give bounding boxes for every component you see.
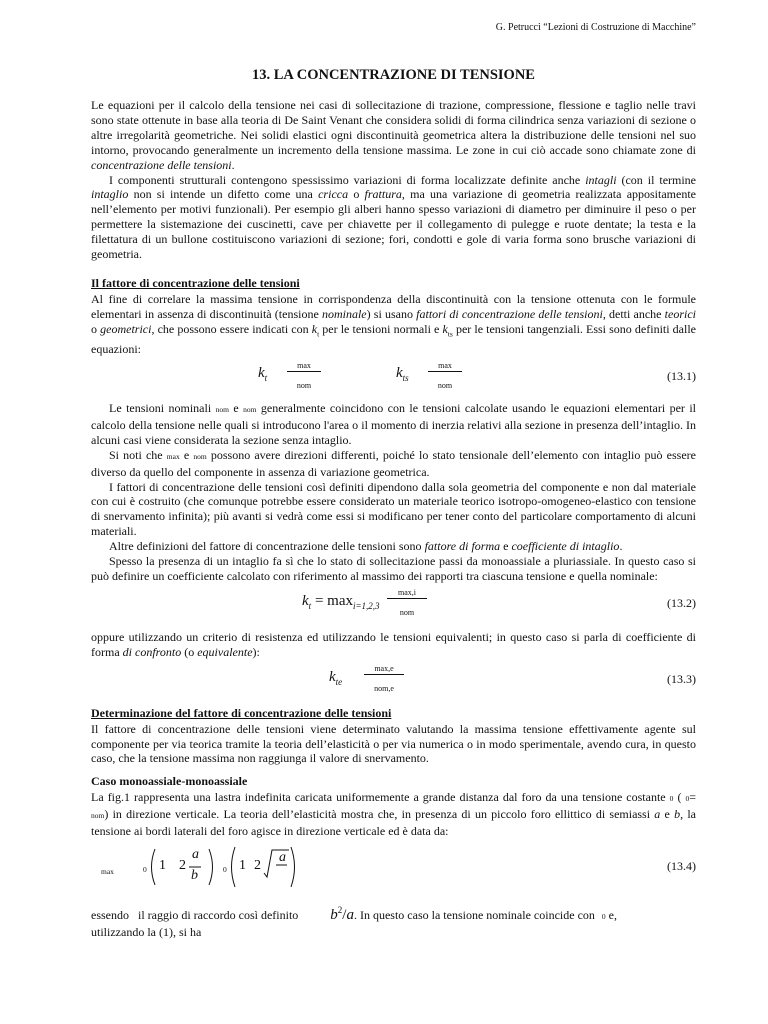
section2-paragraph-1: Il fattore di concentrazione delle tensioni viene determinato valutando la massima tensione effettivamente agente sul componente per via teorica tramite la teoria dell’elasticità o per via numerica o in modo sperimentale, avendo cura, in questo caso, che la tensione massima non raggiunga il valore di snervamento.	[91, 721, 696, 766]
equation-13-2	[91, 584, 696, 630]
text: ):	[252, 644, 260, 659]
text: per le tensioni normali e	[319, 321, 443, 336]
text: (con il termine	[616, 172, 697, 187]
page	[91, 22, 696, 940]
section1-paragraph-3	[91, 448, 696, 480]
section-heading-determination: Determinazione del fattore di concentrazione delle tensioni	[91, 705, 392, 720]
radius-formula: $b^2/a$	[330, 905, 354, 924]
emphasis: frattura	[364, 187, 402, 202]
equation-number: (13.2)	[667, 595, 696, 610]
two: 2	[254, 858, 261, 874]
fraction: max,e nom,e	[364, 664, 404, 693]
intro-paragraph-2	[91, 173, 696, 262]
section-heading-monoaxial: Caso monoassiale-monoassiale	[91, 774, 248, 789]
text: per le tensioni tangenziali. Essi sono definiti dalle equazioni:	[91, 321, 697, 357]
nom-subscript: nom	[91, 811, 105, 821]
text: La fig.1 rappresenta una lastra indefinita caricata uniformemente a grande distanza dal foro da una tensione costante	[91, 790, 670, 805]
nom-subscript: nom	[193, 451, 207, 461]
equation-13-4	[91, 839, 696, 903]
section1-paragraph-2	[91, 401, 696, 448]
text: possono avere direzioni differenti, poiché lo stato tensionale dell’elemento con intaglio può essere diverso da quello del componente in assenza di variazione geometrica.	[91, 447, 696, 479]
text: e	[660, 807, 675, 822]
emphasis: fattori di concentrazione delle tensioni	[416, 306, 603, 321]
section1-paragraph-7	[91, 630, 696, 660]
text: (o	[181, 644, 198, 659]
semi-axis-b: b	[674, 807, 681, 822]
text: Si noti che	[109, 447, 167, 462]
fraction: max nom	[287, 361, 321, 390]
section3-paragraph-3: utilizzando la (1), si ha	[91, 925, 202, 940]
emphasis: fattore di forma	[424, 539, 501, 554]
text: Al fine di correlare la massima tensione in corrispondenza della discontinuità con la tensione ottenuta con le formule elementari in assenza di discontinuità (tensione	[91, 291, 696, 321]
sigma0-subscript: 0	[143, 865, 147, 875]
kts-symbol: $k_{ts}$	[396, 364, 409, 383]
section3-paragraph-1	[91, 790, 696, 839]
sigma0-subscript: 0	[223, 865, 227, 875]
text: non si intende un difetto come una	[128, 187, 319, 202]
text: .	[231, 157, 235, 172]
text: o	[91, 321, 101, 336]
emphasis: cricca	[318, 187, 349, 202]
text: , ma una variazione di geometria realizzata appositamente nell’elemento per motivi funzionali). Per esempio gli alberi hanno spesso variazioni di diametro per diminuire il peso o per permettere la sistemazione dei cuscinetti, cave per chiavette per il collegamento di pulegge e ruote dentate; la testa e la filettatura di un bullone costituiscono variazioni di sezione; fori, condotti e gole di varia forma sono brusche variazioni di geometria.	[91, 187, 696, 262]
equation-13-3	[91, 660, 696, 700]
text: =	[689, 790, 696, 805]
sigma0-subscript: 0	[669, 794, 674, 804]
equation-number: (13.3)	[667, 671, 696, 686]
kt-symbol: $k_t$	[258, 364, 268, 383]
text: essendo	[91, 908, 132, 923]
text: I componenti strutturali contengono spessissimo variazioni di forma localizzate definite anche	[109, 172, 586, 187]
text: Altre definizioni del fattore di concentrazione delle tensioni sono	[109, 539, 425, 554]
semi-axis-b: b	[191, 868, 198, 884]
subscript: ts	[447, 329, 453, 339]
emphasis: nominale	[321, 306, 367, 321]
text: .	[619, 539, 623, 554]
kts-symbol: k	[442, 321, 448, 336]
emphasis: di confronto	[122, 644, 182, 659]
sigma0-subscript: 0	[685, 794, 690, 804]
text: oppure utilizzando un criterio di resistenza ed utilizzando le tensioni equivalenti; in questo caso si parla di coefficiente di forma	[91, 629, 696, 659]
text: Le tensioni nominali	[109, 400, 216, 415]
max-subscript: max	[166, 451, 180, 461]
nom-subscript: nom	[243, 404, 257, 414]
intro-paragraph-1	[91, 98, 696, 173]
kte-symbol: $k_{te}$	[329, 668, 343, 687]
two: 2	[179, 858, 186, 874]
text: , la tensione ai bordi laterali del foro agisce in direzione verticale ed è data da:	[91, 807, 696, 839]
text: ) in direzione verticale. La teoria dell’elasticità mostra che, in presenza di un piccolo foro ellittico di semiassi	[104, 807, 655, 822]
text: e	[228, 400, 244, 415]
emphasis: intagli	[585, 172, 617, 187]
text: (	[673, 790, 686, 805]
nom-subscript: nom	[215, 404, 229, 414]
text: e	[179, 447, 194, 462]
subscript: t	[317, 329, 320, 339]
text: , che possono essere indicati con	[151, 321, 312, 336]
text: ) si usano	[366, 306, 417, 321]
one: 1	[159, 858, 166, 874]
emphasis: concentrazione delle tensioni	[91, 157, 232, 172]
one: 1	[239, 858, 246, 874]
section-heading-factor: Il fattore di concentrazione delle tensioni	[91, 275, 300, 290]
sigma0-subscript: 0	[601, 912, 606, 922]
fraction: max nom	[428, 361, 462, 390]
emphasis: teorici	[664, 306, 696, 321]
text: Le equazioni per il calcolo della tensione nei casi di sollecitazione di trazione, compressione, flessione e taglio nelle travi sono state ottenute in base alla teoria di De Saint Venant che considera solidi di forma cilindrica senza variazioni di sezione o altre irregolarità geometriche. Nei solidi elastici ogni discontinuità geometrica altera la distribuzione delle tensioni nel suo intorno, provocando generalmente un incremento della tensione massima. Le zone in cui ciò accade sono chiamate zone di	[91, 98, 696, 157]
chapter-title: 13. LA CONCENTRAZIONE DI TENSIONE	[252, 67, 535, 83]
emphasis: geometrici	[100, 321, 152, 336]
section1-paragraph-1	[91, 292, 696, 357]
emphasis: intaglio	[91, 187, 129, 202]
equation-number: (13.4)	[667, 859, 696, 874]
semi-axis-a: a	[192, 847, 199, 863]
text: e	[500, 539, 512, 554]
text: , detti anche	[602, 306, 665, 321]
text: il raggio di raccordo così definito	[138, 908, 299, 923]
text: generalmente coincidono con le tensioni calcolate usando le equazioni elementari per il calcolo della tensione nelle quali si introducono l'area o il momento di inerzia relativi alla sezione in presenza dell’intaglio. In alcuni casi viene considerata la sezione senza intaglio.	[91, 400, 697, 447]
emphasis: equivalente	[197, 644, 253, 659]
section1-paragraph-6: Spesso la presenza di un intaglio fa sì che lo stato di sollecitazione passi da monoassiale a pluriassiale. In questo caso si può definire un coefficiente calcolato con riferimento al massimo dei rapporti tra ciascuna tensione e quella nominale:	[91, 554, 696, 583]
max-subscript: max	[101, 867, 114, 877]
text: . In questo caso la tensione nominale coincide con	[353, 908, 598, 923]
text: e,	[605, 908, 617, 923]
semi-axis-a: a	[279, 850, 286, 866]
emphasis: coefficiente di intaglio	[511, 539, 620, 554]
section1-paragraph-4: I fattori di concentrazione delle tensioni così definiti dipendono dalla sola geometria del componente e non dal materiale con cui è costruito (che comunque potrebbe essere considerato un materiale teorico isotropo-omogeneo-elastico con tensione di snervamento infinita); più avanti si vedrà come essi si modificano per tener conto del particolare comportamento di alcuni materiali.	[91, 479, 696, 539]
kt-max-expression: $k_t = \max_{i=1,2,3}$	[302, 592, 380, 611]
running-header: G. Petrucci “Lezioni di Costruzione di Macchine”	[495, 22, 696, 33]
kt-symbol: k	[311, 321, 318, 336]
section3-paragraph-2	[91, 903, 696, 925]
text: o	[348, 187, 365, 202]
fraction: max,i nom	[387, 588, 427, 617]
equation-13-1	[91, 357, 696, 401]
semi-axis-a: a	[654, 807, 661, 822]
section1-paragraph-5	[91, 539, 696, 554]
equation-number: (13.1)	[667, 368, 696, 383]
radius-term	[227, 843, 299, 889]
